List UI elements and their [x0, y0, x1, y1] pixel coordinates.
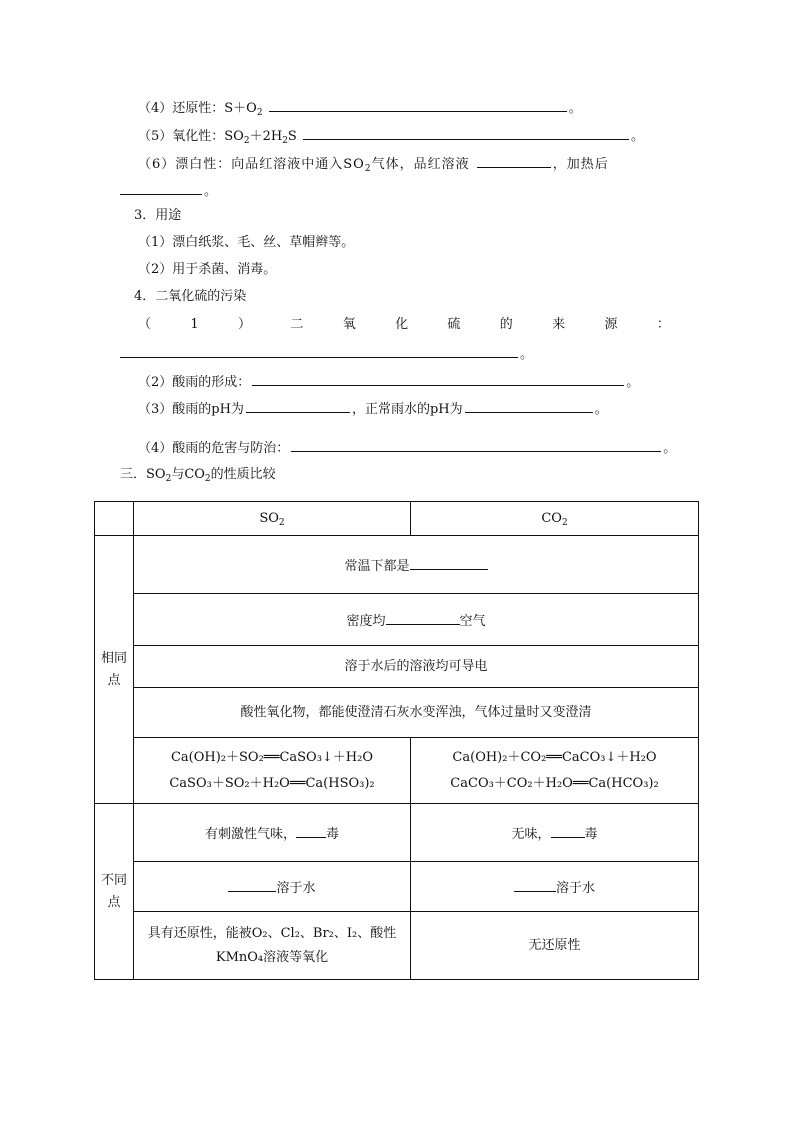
cell-text: 具有还原性，能被O₂、Cl₂、Br₂、I₂、酸性 [147, 925, 397, 941]
period: 。 [594, 402, 608, 417]
so2-header [134, 502, 411, 536]
header-text: CO [541, 511, 562, 526]
header-text: SO [259, 511, 279, 526]
normal-rain-ph-label: ，正常雨水的pH为 [351, 402, 463, 417]
cell-text: 空气 [459, 614, 486, 629]
subscript: 2 [204, 474, 211, 484]
acid-rain-harm-line [138, 438, 676, 455]
use-item-2: （2）用于杀菌、消毒。 [138, 262, 277, 277]
co2-header [411, 502, 699, 536]
same-label-cell [95, 536, 134, 804]
pollution-source-answer [120, 344, 533, 361]
co2-solubility-cell [411, 862, 699, 912]
same-row-4: 酸性氧化物，都能使澄清石灰水变浑浊，气体过量时又变澄清 [134, 688, 699, 738]
bleaching-text: ，加热后 [552, 157, 609, 172]
char: 化 [395, 317, 409, 332]
cell-text: 溶于水 [555, 881, 595, 896]
so2-solubility-cell [134, 862, 411, 912]
use-item-1: （1）漂白纸浆、毛、丝、草帽辫等。 [138, 235, 355, 250]
answer-blank[interactable] [228, 878, 276, 892]
bleaching-text: 气体，品红溶液 [371, 157, 470, 172]
subscript: 2 [256, 108, 263, 118]
char: 氧 [342, 317, 356, 332]
cell-text: KMnO₄溶液等氧化 [215, 949, 329, 965]
cell-text: 毒 [326, 827, 340, 842]
period: 。 [568, 101, 582, 116]
formula-part: S [287, 129, 297, 144]
table-row [95, 912, 699, 980]
co2-equation-1: Ca(OH)₂＋CO₂══CaCO₃↓＋H₂O [452, 749, 657, 765]
oxidizability-line [138, 126, 644, 146]
diff-label: 点 [107, 894, 121, 910]
period: 。 [520, 347, 534, 362]
answer-blank[interactable] [296, 824, 326, 838]
answer-blank[interactable] [477, 154, 551, 168]
bleaching-line-2 [120, 181, 217, 198]
subscript: 2 [243, 136, 250, 146]
so2-odor-cell [134, 804, 411, 862]
subscript: 2 [561, 518, 568, 528]
char: 二 [290, 317, 304, 332]
comparison-title [120, 467, 276, 484]
subscript: 2 [278, 518, 285, 528]
answer-blank[interactable] [303, 126, 629, 140]
cell-text: 密度均 [346, 614, 386, 629]
oxidizability-label: （5）氧化性：SO [138, 129, 244, 144]
acid-rain-ph-line [138, 399, 608, 416]
same-row-1 [134, 536, 699, 594]
co2-equation-2: CaCO₃＋CO₂＋H₂O══Ca(HCO₃)₂ [450, 775, 659, 791]
section-3-title: 3．用途 [134, 208, 182, 223]
period: 。 [204, 184, 218, 199]
same-label: 点 [107, 672, 121, 688]
comparison-table [94, 501, 699, 980]
char: 的 [499, 317, 513, 332]
bleaching-text: （6）漂白性：向品红溶液中通入SO [138, 157, 365, 172]
period: 。 [663, 441, 677, 456]
cell-text: 溶于水 [276, 881, 316, 896]
answer-blank[interactable] [269, 98, 567, 112]
co2-reducibility-cell: 无还原性 [411, 912, 699, 980]
formula-part: ＋2H [249, 129, 283, 144]
subscript: 2 [364, 164, 372, 174]
subscript: 2 [282, 136, 288, 146]
reducibility-label: （4）还原性：S＋O [138, 101, 257, 116]
char: 1 [190, 317, 199, 332]
so2-equation-2: CaSO₃＋SO₂＋H₂O══Ca(HSO₃)₂ [169, 775, 375, 791]
answer-blank[interactable] [120, 181, 202, 195]
bleaching-line [138, 154, 609, 174]
char: 来 [552, 317, 566, 332]
period: 。 [630, 129, 644, 144]
char: 硫 [447, 317, 461, 332]
table-row [95, 594, 699, 646]
table-row [95, 738, 699, 804]
answer-blank[interactable] [246, 399, 350, 413]
cell-text: 毒 [584, 827, 598, 842]
char: 源 [604, 317, 618, 332]
char: ） [237, 317, 251, 332]
table-row [95, 804, 699, 862]
table-row [95, 862, 699, 912]
table-row [95, 688, 699, 738]
answer-blank[interactable] [120, 344, 518, 358]
acid-rain-formation-line [138, 372, 639, 389]
acid-rain-ph-label: （3）酸雨的pH为 [138, 402, 244, 417]
so2-reducibility-cell [134, 912, 411, 980]
so2-reaction-cell [134, 738, 411, 804]
table-header-row [95, 502, 699, 536]
title-part: 三．SO [120, 467, 166, 482]
answer-blank[interactable] [551, 824, 585, 838]
so2-equation-1: Ca(OH)₂＋SO₂══CaSO₃↓＋H₂O [170, 749, 374, 765]
same-row-3: 溶于水后的溶液均可导电 [134, 646, 699, 688]
co2-odor-cell [411, 804, 699, 862]
co2-reaction-cell [411, 738, 699, 804]
answer-blank[interactable] [465, 399, 593, 413]
char: （ [138, 317, 152, 332]
same-row-2 [134, 594, 699, 646]
cell-text: 常温下都是 [344, 559, 410, 574]
corner-cell [95, 502, 134, 536]
pollution-source-line [138, 318, 670, 331]
answer-blank[interactable] [252, 372, 624, 386]
title-part: 与CO [171, 467, 205, 482]
table-row [95, 536, 699, 594]
diff-label-cell [95, 804, 134, 980]
answer-blank[interactable] [514, 878, 556, 892]
reducibility-line [138, 98, 582, 118]
char: ： [656, 317, 670, 332]
answer-blank[interactable] [291, 438, 661, 452]
cell-text: 有刺激性气味， [204, 827, 296, 842]
acid-rain-formation-label: （2）酸雨的形成： [138, 375, 251, 390]
table-row [95, 646, 699, 688]
answer-blank[interactable] [410, 556, 488, 570]
section-4-title: 4．二氧化硫的污染 [134, 289, 247, 304]
period: 。 [626, 375, 640, 390]
acid-rain-harm-label: （4）酸雨的危害与防治： [138, 441, 290, 456]
title-part: 的性质比较 [210, 467, 276, 482]
same-label: 相同 [100, 650, 127, 666]
subscript: 2 [165, 474, 172, 484]
answer-blank[interactable] [386, 611, 460, 625]
diff-label: 不同 [100, 872, 127, 888]
cell-text: 无味， [511, 827, 551, 842]
